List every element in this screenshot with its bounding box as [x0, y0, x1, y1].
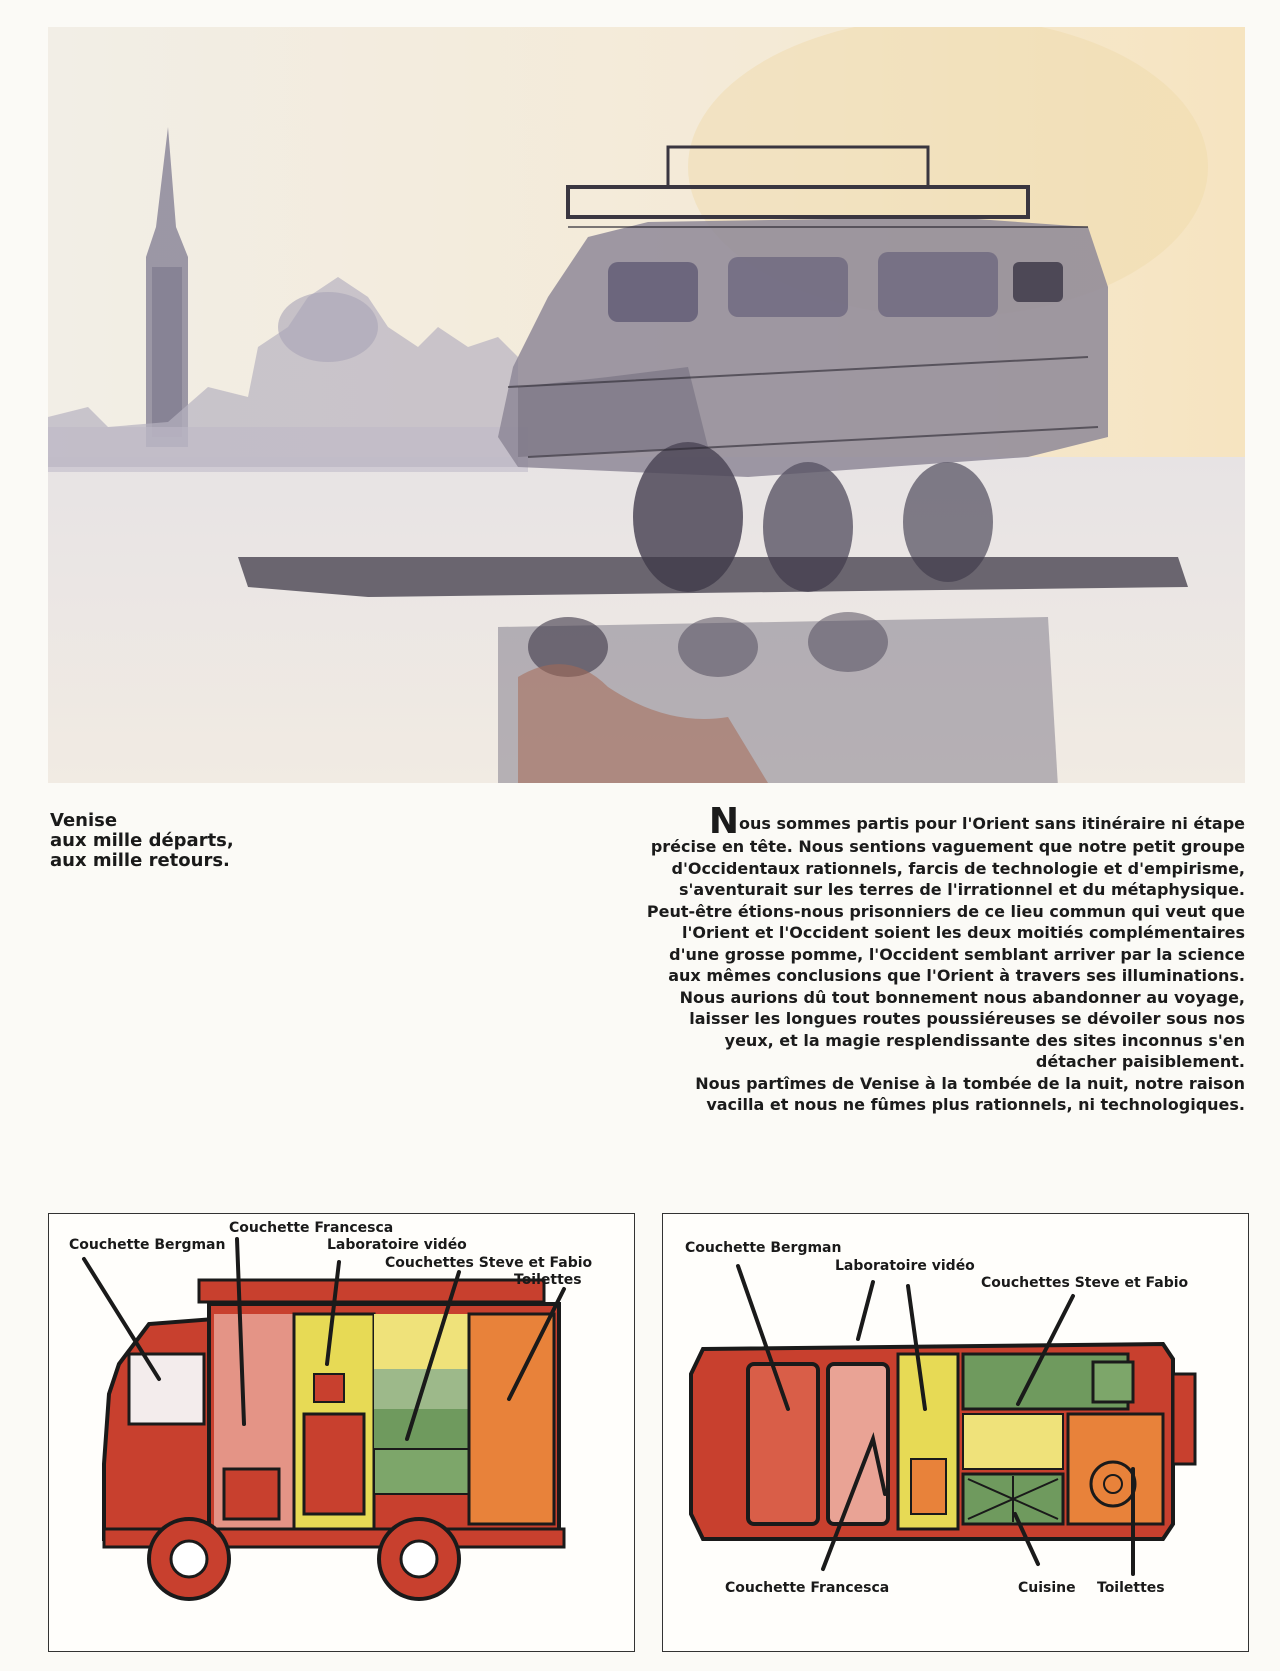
- caption-line: aux mille retours.: [50, 850, 230, 871]
- venice-truck-illustration: [48, 27, 1245, 783]
- label-couchette-bergman: Couchette Bergman: [685, 1240, 842, 1256]
- label-cuisine: Cuisine: [1018, 1580, 1076, 1596]
- drop-cap: N: [708, 801, 740, 842]
- paragraph: Nous partîmes de Venise à la tombée de la nuit, notre raison vacilla et nous ne fûmes plus rationnels, ni technologiques.: [695, 1073, 1245, 1114]
- paragraph: Peut-être étions-nous prisonniers de ce lieu commun qui veut que l'Orient et l'Occident soient les deux moitiés complémentaires d'une grosse pomme, l'Occident semblant arriver par la science aux mêmes conclusions que l'Orient à travers ses illuminations.: [646, 901, 1245, 985]
- label-laboratoire-video: Laboratoire vidéo: [835, 1258, 975, 1274]
- illustration-caption: [50, 811, 410, 871]
- caption-line: aux mille départs,: [50, 830, 234, 851]
- label-toilettes: Toilettes: [1097, 1580, 1165, 1596]
- watercolor-painting: [48, 27, 1245, 783]
- label-laboratoire-video: Laboratoire vidéo: [327, 1237, 467, 1253]
- label-couchette-bergman: Couchette Bergman: [69, 1237, 226, 1253]
- body-text: [640, 801, 1245, 1116]
- paragraph-text: ous sommes partis pour l'Orient sans itinéraire ni étape précise en tête. Nous sentions vaguement que notre petit groupe d'Occidentaux rationnels, farcis de technologie et d'empirisme, s'aventurait sur les terres de l'irrationnel et du métaphysique.: [650, 814, 1245, 899]
- caption-line: Venise: [50, 810, 118, 831]
- label-toilettes: Toilettes: [514, 1272, 582, 1288]
- label-couchette-francesca: Couchette Francesca: [229, 1220, 394, 1236]
- paragraph: [640, 801, 1245, 901]
- truck-side-view-diagram: [48, 1213, 635, 1652]
- truck-top-view-diagram: [662, 1213, 1249, 1652]
- label-couchettes-steve-fabio: Couchettes Steve et Fabio: [981, 1275, 1189, 1291]
- paragraph: Nous aurions dû tout bonnement nous abandonner au voyage, laisser les longues routes poussiéreuses se dévoiler sous nos yeux, et la magie resplendissante des sites inconnus s'en détacher paisiblement.: [679, 987, 1245, 1071]
- label-couchette-francesca: Couchette Francesca: [725, 1580, 890, 1596]
- label-couchettes-steve-fabio: Couchettes Steve et Fabio: [385, 1255, 593, 1271]
